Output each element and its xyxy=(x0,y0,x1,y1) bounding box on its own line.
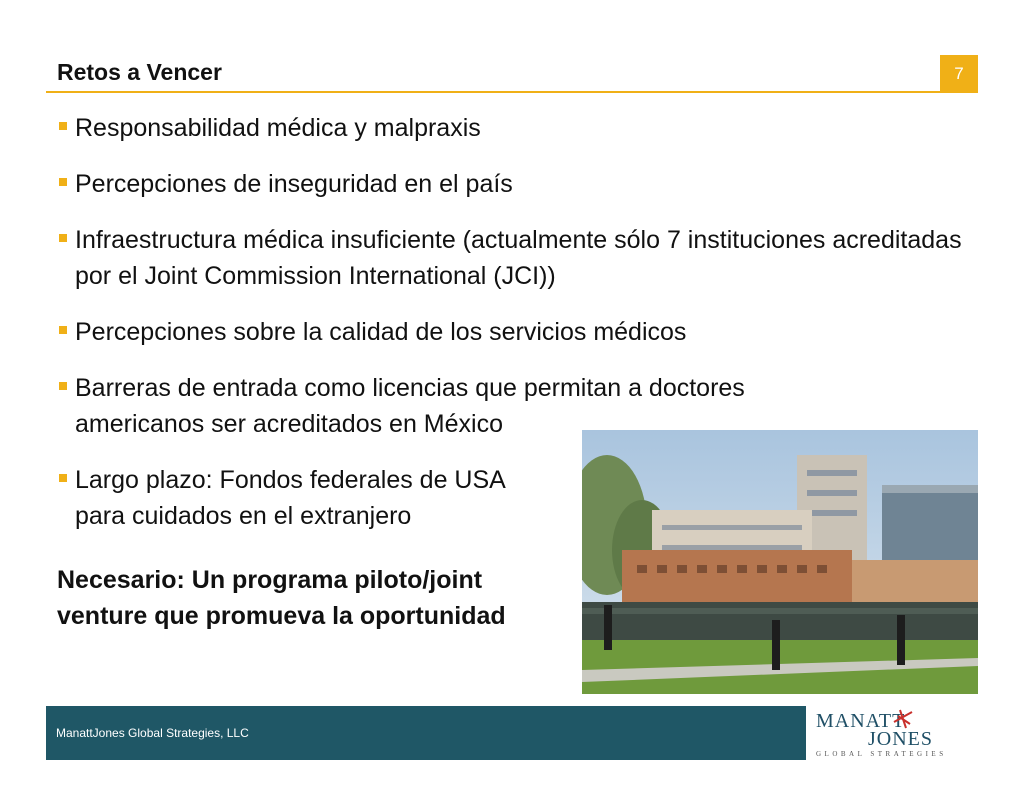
bullet-item xyxy=(58,222,968,294)
logo-star-icon xyxy=(892,708,914,730)
page-number-badge: 7 xyxy=(940,55,978,93)
bullet-text: Largo plazo: Fondos federales de USA para cuidados en el extranjero xyxy=(75,466,505,530)
bullet-item xyxy=(58,166,968,202)
logo-line-global-strategies: GLOBAL STRATEGIES xyxy=(816,750,947,758)
bullet-square-icon xyxy=(59,234,67,242)
bullet-text: Percepciones sobre la calidad de los servicios médicos xyxy=(75,318,687,346)
bullet-text: Responsabilidad médica y malpraxis xyxy=(75,114,481,142)
logo-line-jones: JONES xyxy=(868,728,934,750)
bullet-item xyxy=(58,110,968,146)
bullet-square-icon xyxy=(59,178,67,186)
bullet-text: Percepciones de inseguridad en el país xyxy=(75,170,513,198)
bullet-square-icon xyxy=(59,326,67,334)
bullet-text: Barreras de entrada como licencias que permitan a doctores americanos ser acreditados en México xyxy=(75,374,745,438)
bullet-item xyxy=(58,462,558,534)
bullet-square-icon xyxy=(59,382,67,390)
conclusion-text: Necesario: Un programa piloto/joint venture que promueva la oportunidad xyxy=(57,566,506,630)
company-logo xyxy=(806,706,978,760)
title-underline xyxy=(46,91,978,93)
bullet-square-icon xyxy=(59,474,67,482)
bullet-item xyxy=(58,314,968,350)
hospital-photo xyxy=(582,430,978,694)
slide-title: Retos a Vencer xyxy=(57,59,222,85)
bullet-square-icon xyxy=(59,122,67,130)
bullet-text: Infraestructura médica insuficiente (actualmente sólo 7 instituciones acreditadas por el Joint Commission International (JCI)) xyxy=(75,226,962,290)
footer-bar xyxy=(46,706,806,760)
logo-line-manatt: MANATT xyxy=(816,710,906,732)
footer-company-text: ManattJones Global Strategies, LLC xyxy=(56,726,249,740)
